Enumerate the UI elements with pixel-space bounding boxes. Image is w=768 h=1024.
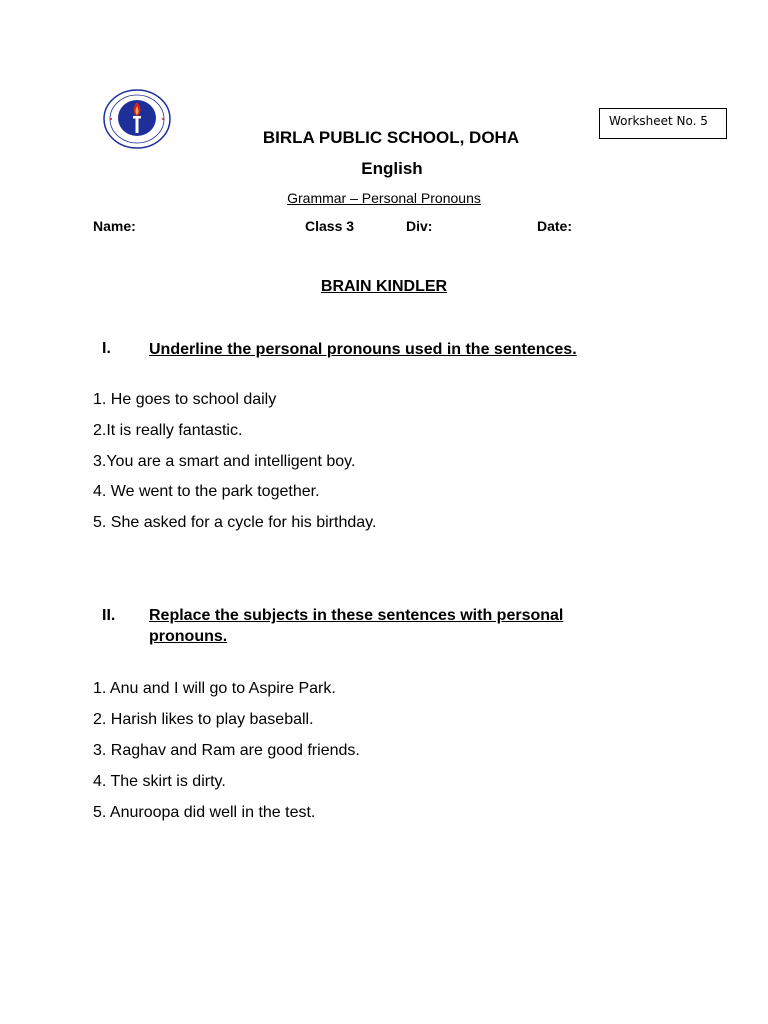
worksheet-number: Worksheet No. 5 xyxy=(609,114,708,128)
section-heading xyxy=(0,278,768,296)
question-1-item: 1. He goes to school daily xyxy=(93,391,277,408)
question-1-item: 2.It is really fantastic. xyxy=(93,422,243,439)
subject-title: English xyxy=(361,159,423,178)
topic-title xyxy=(0,190,768,206)
class-label: Class 3 xyxy=(305,218,355,234)
question-1-item: 3.You are a smart and intelligent boy. xyxy=(93,453,356,470)
topic-text: Grammar – Personal Pronouns xyxy=(287,190,481,206)
question-2-item: 1. Anu and I will go to Aspire Park. xyxy=(93,680,336,697)
question-2-item: 5. Anuroopa did well in the test. xyxy=(93,804,316,821)
question-2-number: II. xyxy=(102,607,116,624)
question-2-item: 4. The skirt is dirty. xyxy=(93,773,226,790)
date-label: Date: xyxy=(537,218,573,234)
school-name: BIRLA PUBLIC SCHOOL, DOHA xyxy=(262,128,520,147)
question-2-item: 2. Harish likes to play baseball. xyxy=(93,711,314,728)
name-label: Name: xyxy=(93,218,136,234)
question-2-item: 3. Raghav and Ram are good friends. xyxy=(93,742,360,759)
question-1-item: 4. We went to the park together. xyxy=(93,483,320,500)
question-2-instruction: Replace the subjects in these sentences with personal pronouns. xyxy=(149,607,564,645)
question-1-item: 5. She asked for a cycle for his birthday. xyxy=(93,514,377,531)
div-label: Div: xyxy=(406,218,433,234)
question-1-instruction: Underline the personal pronouns used in the sentences. xyxy=(149,341,577,358)
question-1-number: I. xyxy=(102,340,111,357)
section-heading-text: BRAIN KINDLER xyxy=(320,278,448,295)
